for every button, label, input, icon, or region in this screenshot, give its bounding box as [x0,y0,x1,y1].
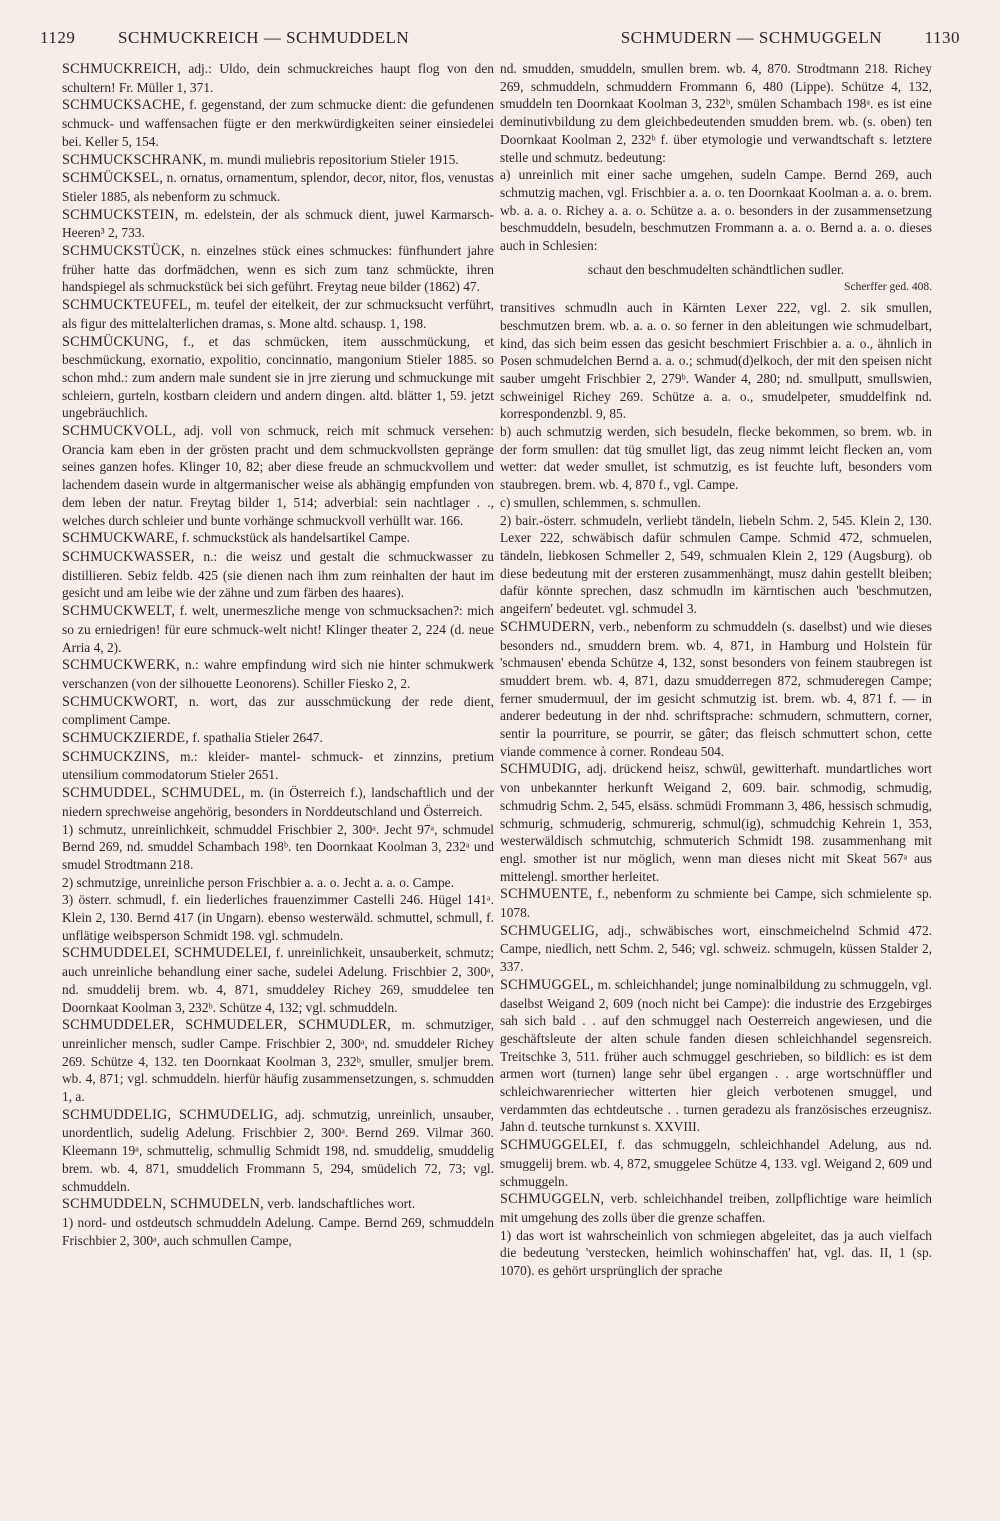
dictionary-entry [62,891,494,944]
dictionary-entry [62,206,494,242]
entry-headword: SCHMUDIG, [500,761,582,778]
entry-headword: SCHMUGGELEI, [500,1137,608,1154]
dictionary-entry [62,529,494,548]
dictionary-entry [500,166,932,255]
entry-headword: SCHMUGGEL, [500,976,594,993]
entry-text: f., et das schmücken, item ausschmückung, et beschmückung, exornatio, expolitio, concinnatio, mangonium Stieler 1885. so schon mhd.: zum andern male sundent sie in jrre zierung und schmuckunge mit schleiern, gurteln, kostbarn cleidern und andern dingen. altd. blätter 1, 59. jetzt ungebräuchlich. [62,333,494,421]
entry-text: 1) nord- und ostdeutsch schmuddeln Adelung. Campe. Bernd 269, schmuddeln Frischbier 2, 300ᵃ, auch schmullen Campe, [62,1215,494,1248]
entry-headword: SCHMUDDELN, SCHMUDELN, [62,1196,264,1213]
entry-text: f. schmuckstück als handelsartikel Campe. [181,530,410,546]
entry-text: f. gegenstand, der zum schmucke dient: die gefundenen schmuck- und waffensachen fügte er den merkwürdigkeiten seiner einsiedelei bei. Keller 5, 154. [62,97,494,149]
entry-text: a) unreinlich mit einer sache umgehen, sudeln Campe. Bernd 269, auch schmutzig machen, vgl. Frischbier a. a. o. ten Doornkaat Koolman a. a. o. brem. wb. a. a. o. Richey a. a. o. Schütze a. a. o. besonders in der zusammensetzung beschmuddeln, besudeln, beschmutzen Frommann a. a. o. Bernd a. a. o. dieses auch in Schlesien: [500,167,932,254]
right-column-part-a [500,60,932,255]
entry-text: verb. landschaftliches wort. [267,1196,416,1212]
entry-text: verb., nebenform zu schmuddeln (s. daselbst) und wie dieses besonders nd., smuddern brem. wb. 4, 871, in Hamburg und Holstein für 'schmausen' ebenda Schütze 4, 132, sonst besonders von feinem staubregen ist smuddert brem. wb. 4, 871, dazu smudderregen 872, schmuderegen Campe; ferner smudermuul, der im gesicht schmutzig ist. brem. wb. 4, 871 f. — in anderer bedeutung in der nhd. schriftsprache: schmudern, schmuttern, corner, sentir la pourriture, se pourrir, se gâter; das fleisch schmuttert schon, cette viande commence à corner. Rondeau 504. [500,618,932,759]
dictionary-entry [500,922,932,976]
entry-text: f. das schmuggeln, schleichhandel Adelung, aus nd. smuggelij brem. wb. 4, 872, smuggelee Schütze 4, 133. vgl. Weigand 2, 609 und schmuggeln. [500,1137,932,1189]
entry-text: 1) das wort ist wahrscheinlich von schmiegen abgeleitet, das ja auch vielfach die bedeutung 'verstecken, heimlich wohinschaffen' hat, vgl. das. II, 1 (sp. 1070). es gehört ursprünglich der sprache [500,1227,932,1279]
entry-text: m. schmutziger, unreinlicher mensch, sudler Campe. Frischbier 2, 300ᵃ, nd. smuddeler Richey 269. Schütze 4, 132. ten Doornkaat Koolman 3, 232ᵇ, smuller, smuljer brem. wb. 4, 871; vgl. schmuddeln. hierfür häufig zusammensetzungen, s. schmudden 1, a. [62,1017,494,1105]
dictionary-entry [62,944,494,1016]
dictionary-entry [500,60,932,166]
entry-headword: SCHMUDDELEI, SCHMUDELEI, [62,945,272,962]
dictionary-entry [500,494,932,512]
entry-text: m. mundi muliebris repositorium Stieler 1915. [209,151,459,167]
right-running-title: SCHMUDERN — SCHMUGGELN [620,28,882,47]
dictionary-entry [62,729,494,748]
entry-text: adj.: Uldo, dein schmuckreiches haupt flog von den schultern! Fr. Müller 1, 371. [62,61,494,95]
entry-text: m. schleichhandel; junge nominalbildung zu schmuggeln, vgl. daselbst Weigand 2, 609 (noch nicht bei Campe): die industrie des Erzgebirges sah sich bald . . auf den schmuggel nach Oesterreich angewiesen, und die geschäftsleute der alten schule fanden diesen schleichhandel segensreich. Treitschke 3, 511. früher auch schmuggel geschrieben, so bildlich: es ist dem armen wort (turnen) lange sehr übel ergangen . . arge wortschnüffler und schleichwarenriecher witterten hier gleich verbotenen smuggel, und verdammten das echtdeutsche . . turnen geradezu als französisches erzeugnisz. Jahn d. teutsche turnkunst s. XXVIII. [500,976,932,1135]
entry-text: m.: kleider- mantel- schmuck- et zinnzins, pretium utensilium commodatorum Stieler 2651. [62,748,494,783]
right-column-part-b [500,299,932,1280]
dictionary-entry [62,548,494,602]
dictionary-entry [62,1214,494,1249]
entry-text: 1) schmutz, unreinlichkeit, schmuddel Frischbier 2, 300ᵃ. Jecht 97ᵃ, schmudel Bernd 269, nd. smuddel Schambach 198ᵇ. ten Doornkaat Koolman 3, 232ᵃ und smudel Strodtmann 218. [62,821,494,872]
dictionary-entry [62,242,494,296]
page-header [40,28,960,52]
entry-text: adj. schmutzig, unreinlich, unsauber, unordentlich, sudelig Adelung. Frischbier 2, 300ᵃ. Bernd 269. Vilmar 360. Kleemann 19ᵃ, schmuttelig, schmullig Schmidt 198, nd. smuddelig, smuddelig brem. wb. 4, 871, smuddelich Frommann 5, 294, smüdelich 72, 73; vgl. schmuddeln. [62,1106,494,1194]
entry-text: adj., schwäbisches wort, einschmeichelnd Schmid 472. Campe, niedlich, nett Schm. 2, 546; vgl. schweiz. schmugeln, küssen Stalder 2, 337. [500,922,932,975]
entry-text: nd. smudden, smuddeln, smullen brem. wb. 4, 870. Strodtmann 218. Richey 269, schmuddeln, schmuddern Frommann 6, 480 (Lippe). Schütze 4, 132, smuddeln ten Doornkaat Koolman 3, 232ᵇ, smülen Schambach 198ᵃ. es ist eine deminutivbildung zu dem gleichbedeutenden smudden brem. wb. (s. oben) ten Doornkaat Koolman 2, 232ᵇ f. über etymologie und verwandtschaft s. letztere stelle und schmutz. bedeutung: [500,61,932,165]
dictionary-entry [500,299,932,423]
dictionary-entry [500,1227,932,1280]
dictionary-entry [62,1016,494,1106]
entry-text: 2) schmutzige, unreinliche person Frischbier a. a. o. Jecht a. a. o. Campe. [62,874,454,890]
entry-headword: SCHMUENTE, [500,886,593,903]
dictionary-entry [62,1195,494,1214]
dictionary-entry [500,618,932,761]
entry-text: f. spathalia Stieler 2647. [192,730,323,746]
dictionary-entry [62,422,494,529]
entry-headword: SCHMUGGELN, [500,1191,605,1208]
dictionary-entry [500,1136,932,1190]
left-column [62,60,494,1440]
dictionary-entry [500,512,932,618]
entry-headword: SCHMUCKWORT, [62,693,178,710]
entry-text: adj. voll von schmuck, reich mit schmuck versehen: Orancia kam eben in der grösten pracht und dem schmuckvollsten gepränge seines ganzen hofes. Klinger 10, 82; aber diese freude an schmuckvollem und lachendem dasein wurde in altgermanischer weise als abhängig empfunden von dem leben der natur. Freytag bilder 1, 514; adverbial: sein nachtlager . ., welches durch schleier und bunte vorhänge schmuckvoll verhüllt war. 166. [62,423,494,528]
entry-text: f. welt, unermeszliche menge von schmucksachen?: mich so zu erniedrigen! für eure schmuck-welt nicht! Klinger theater 2, 224 (d. neue Arria 4, 2). [62,603,494,655]
dictionary-entry [62,784,494,820]
dictionary-entry [62,333,494,423]
entry-headword: SCHMUCKSCHRANK, [62,151,207,168]
entry-text: f. unreinlichkeit, unsauberkeit, schmutz; auch unreinliche behandlung einer sache, sudelei Adelung. Frischbier 2, 300ᵃ, nd. smuddelij brem. wb. 4, 871, smuddeley Richey 269, smuddelee ten Doornkaat Koolman 3, 232ᵇ. Schütze 4, 132; vgl. schmuddeln. [62,945,494,1015]
dictionary-entry [62,874,494,892]
entry-headword: SCHMUCKWERK, [62,657,180,674]
dictionary-entry [62,693,494,729]
dictionary-entry [62,96,494,150]
dictionary-entry [500,976,932,1136]
entry-headword: SCHMUCKWASSER, [62,548,195,565]
entry-text: 2) bair.-österr. schmudeln, verliebt tändeln, liebeln Schm. 2, 545. Klein 2, 130. Lexer 222, schwäbisch dafür schmulen Campe. Schmid 472, schmuelen, tändeln, liebkosen Schmeller 2, 549, schmualen Klein 2, 129 (Augsburg). ob diese bedeutung mit der ersteren zusammenhängt, musz dahin gestellt bleiben; dafür könnte sprechen, dasz schmudln im kärntischen auch 'beschmutzen, angeifern' bedeutet. vgl. schmudel 3. [500,512,932,617]
quote-line: schaut den beschmudelten schändtlichen sudler. [587,261,845,277]
entry-text: n.: wahre empfindung wird sich nie hinter schmukwerk verschanzen (von der silhouette Leonorens). Schiller Fiesko 2, 2. [62,657,494,691]
dictionary-entry [62,821,494,874]
entry-headword: SCHMUCKREICH, [62,61,181,77]
entry-headword: SCHMUDDELER, SCHMUDELER, SCHMUDLER, [62,1017,392,1034]
right-column [500,60,932,1440]
dictionary-entry [62,169,494,205]
entry-headword: SCHMUCKZINS, [62,748,170,765]
entry-text: adj. drückend heisz, schwül, gewitterhaft. mundartliches wort von unbekannter herkunft Weigand 2, 609. bair. schmodig, schmudig, schmudrig Schm. 2, 545, elsäss. schmüdi Frommann 3, 486, hessisch schmudig, schmurig, schmuderig, schmurerig, schmul(ig), schmudchig Kehrein 1, 353, westerwäldisch schmutchig, schmuterich Schmidt 198. zusammenhang mit engl. smother ist nur möglich, wenn man dieses nicht mit Skeat 567ᵃ aus mittelengl. smorther herleitet. [500,761,932,884]
entry-text: 3) österr. schmudl, f. ein liederliches frauenzimmer Castelli 246. Hügel 141ᵃ. Klein 2, 130. Bernd 417 (in Ungarn). ebenso westerwäld. schmuttel, schmull, f. unflätige weibsperson Schmidt 198. vgl. schmudeln. [62,892,494,943]
dictionary-entry [62,656,494,692]
entry-headword: SCHMUDDEL, SCHMUDEL, [62,785,245,802]
quote-source: Scherffer ged. 408. [844,281,932,294]
entry-text: b) auch schmutzig werden, sich besudeln, flecke bekommen, so brem. wb. in der form smullen: dat tüg smullet ligt, das zeug nimmt leicht flecken an, vom wetter: dat weder smullet, ist schmutzig, es ist feuchte luft, besonders vom staubregen. brem. wb. 4, 870 f., vgl. Campe. [500,424,932,493]
right-page-number: 1130 [924,28,960,47]
entry-text: n. ornatus, ornamentum, splendor, decor, nitor, flos, venustas Stieler 1885, als nebenform zu schmuck. [62,170,494,204]
dictionary-entry [62,151,494,170]
entry-headword: SCHMUCKSACHE, [62,97,185,114]
entry-text: m. edelstein, der als schmuck dient, juwel Karmarsch-Heeren³ 2, 733. [62,206,494,241]
entry-headword: SCHMUCKZIERDE, [62,730,189,747]
dictionary-entry [62,1106,494,1196]
entry-text: verb. schleichhandel treiben, zollpflichtige ware heimlich mit umgehung des zolls über die grenze schaffen. [500,1191,932,1225]
entry-text: m. (in Österreich f.), landschaftlich und der niedern sprechweise angehörig, besonders in Norddeutschland und Österreich. [62,785,494,819]
entry-headword: SCHMUCKVOLL, [62,423,176,440]
entry-text: c) smullen, schlemmen, s. schmullen. [500,494,701,510]
dictionary-entry [500,423,932,494]
dictionary-entry [62,296,494,332]
entry-text: n.: die weisz und gestalt die schmuckwasser zu distillieren. Sebiz feldb. 425 (sie dienen nach ihm zum reinhalten der haut im gesicht und am leibe wie der zähne und zum färben des haares). [62,548,494,601]
entry-headword: SCHMUCKTEUFEL, [62,297,192,314]
entry-headword: SCHMUCKWARE, [62,530,179,547]
entry-text: transitives schmudln auch in Kärnten Lexer 222, vgl. 2. sik smullen, beschmutzen brem. wb. a. a. o. so ferner in den ableitungen wie schmudelbart, kind, das sich beim essen das gesicht beschmiert Frischbier a. a. o., ähnlich in Posen schmudelchen Bernd a. a. o.; schmud(d)elkoch, der mit den speisen nicht sauber umgeht Frischbier 2, 279ᵇ. Wander 4, 280; nd. smullputt, smullswien, schweinigel Richey 269. Schütze a. a. o., smudelpeter, smuddelfink nd. korrespondenzbl. 9, 85. [500,300,932,422]
entry-text: f., nebenform zu schmiente bei Campe, sich schmielente sp. 1078. [500,886,932,921]
entry-headword: SCHMÜCKUNG, [62,333,169,350]
left-running-title: SCHMUCKREICH — SCHMUDDELN [118,28,410,47]
entry-headword: SCHMUDERN, [500,618,595,635]
entry-headword: SCHMUGELIG, [500,922,599,939]
entry-text: n. einzelnes stück eines schmuckes: fünfhundert jahre früher hatte das dorfmädchen, wenn es sich zum tanz schmückte, ihren handspiegel als schmuckstück bei sich geführt. Freytag neue bilder (1862) 47. [62,243,494,295]
entry-headword: SCHMÜCKSEL, [62,170,164,187]
entry-headword: SCHMUCKWELT, [62,603,176,620]
entry-headword: SCHMUCKSTÜCK, [62,243,185,260]
dictionary-entry [62,60,494,96]
dictionary-entry [62,748,494,784]
entry-text: n. wort, das zur ausschmückung der rede dient, compliment Campe. [62,693,494,728]
dictionary-entry [62,602,494,656]
dictionary-entry [500,1190,932,1226]
entry-headword: SCHMUCKSTEIN, [62,206,179,223]
dictionary-entry [500,760,932,885]
dictionary-entry [500,885,932,921]
entry-headword: SCHMUDDELIG, SCHMUDELIG, [62,1106,278,1123]
left-page-number: 1129 [40,28,76,47]
entry-text: m. teufel der eitelkeit, der zur schmucksucht verführt, als figur des mittelalterlichen dramas, s. Mone altd. schausp. 1, 198. [62,297,494,331]
